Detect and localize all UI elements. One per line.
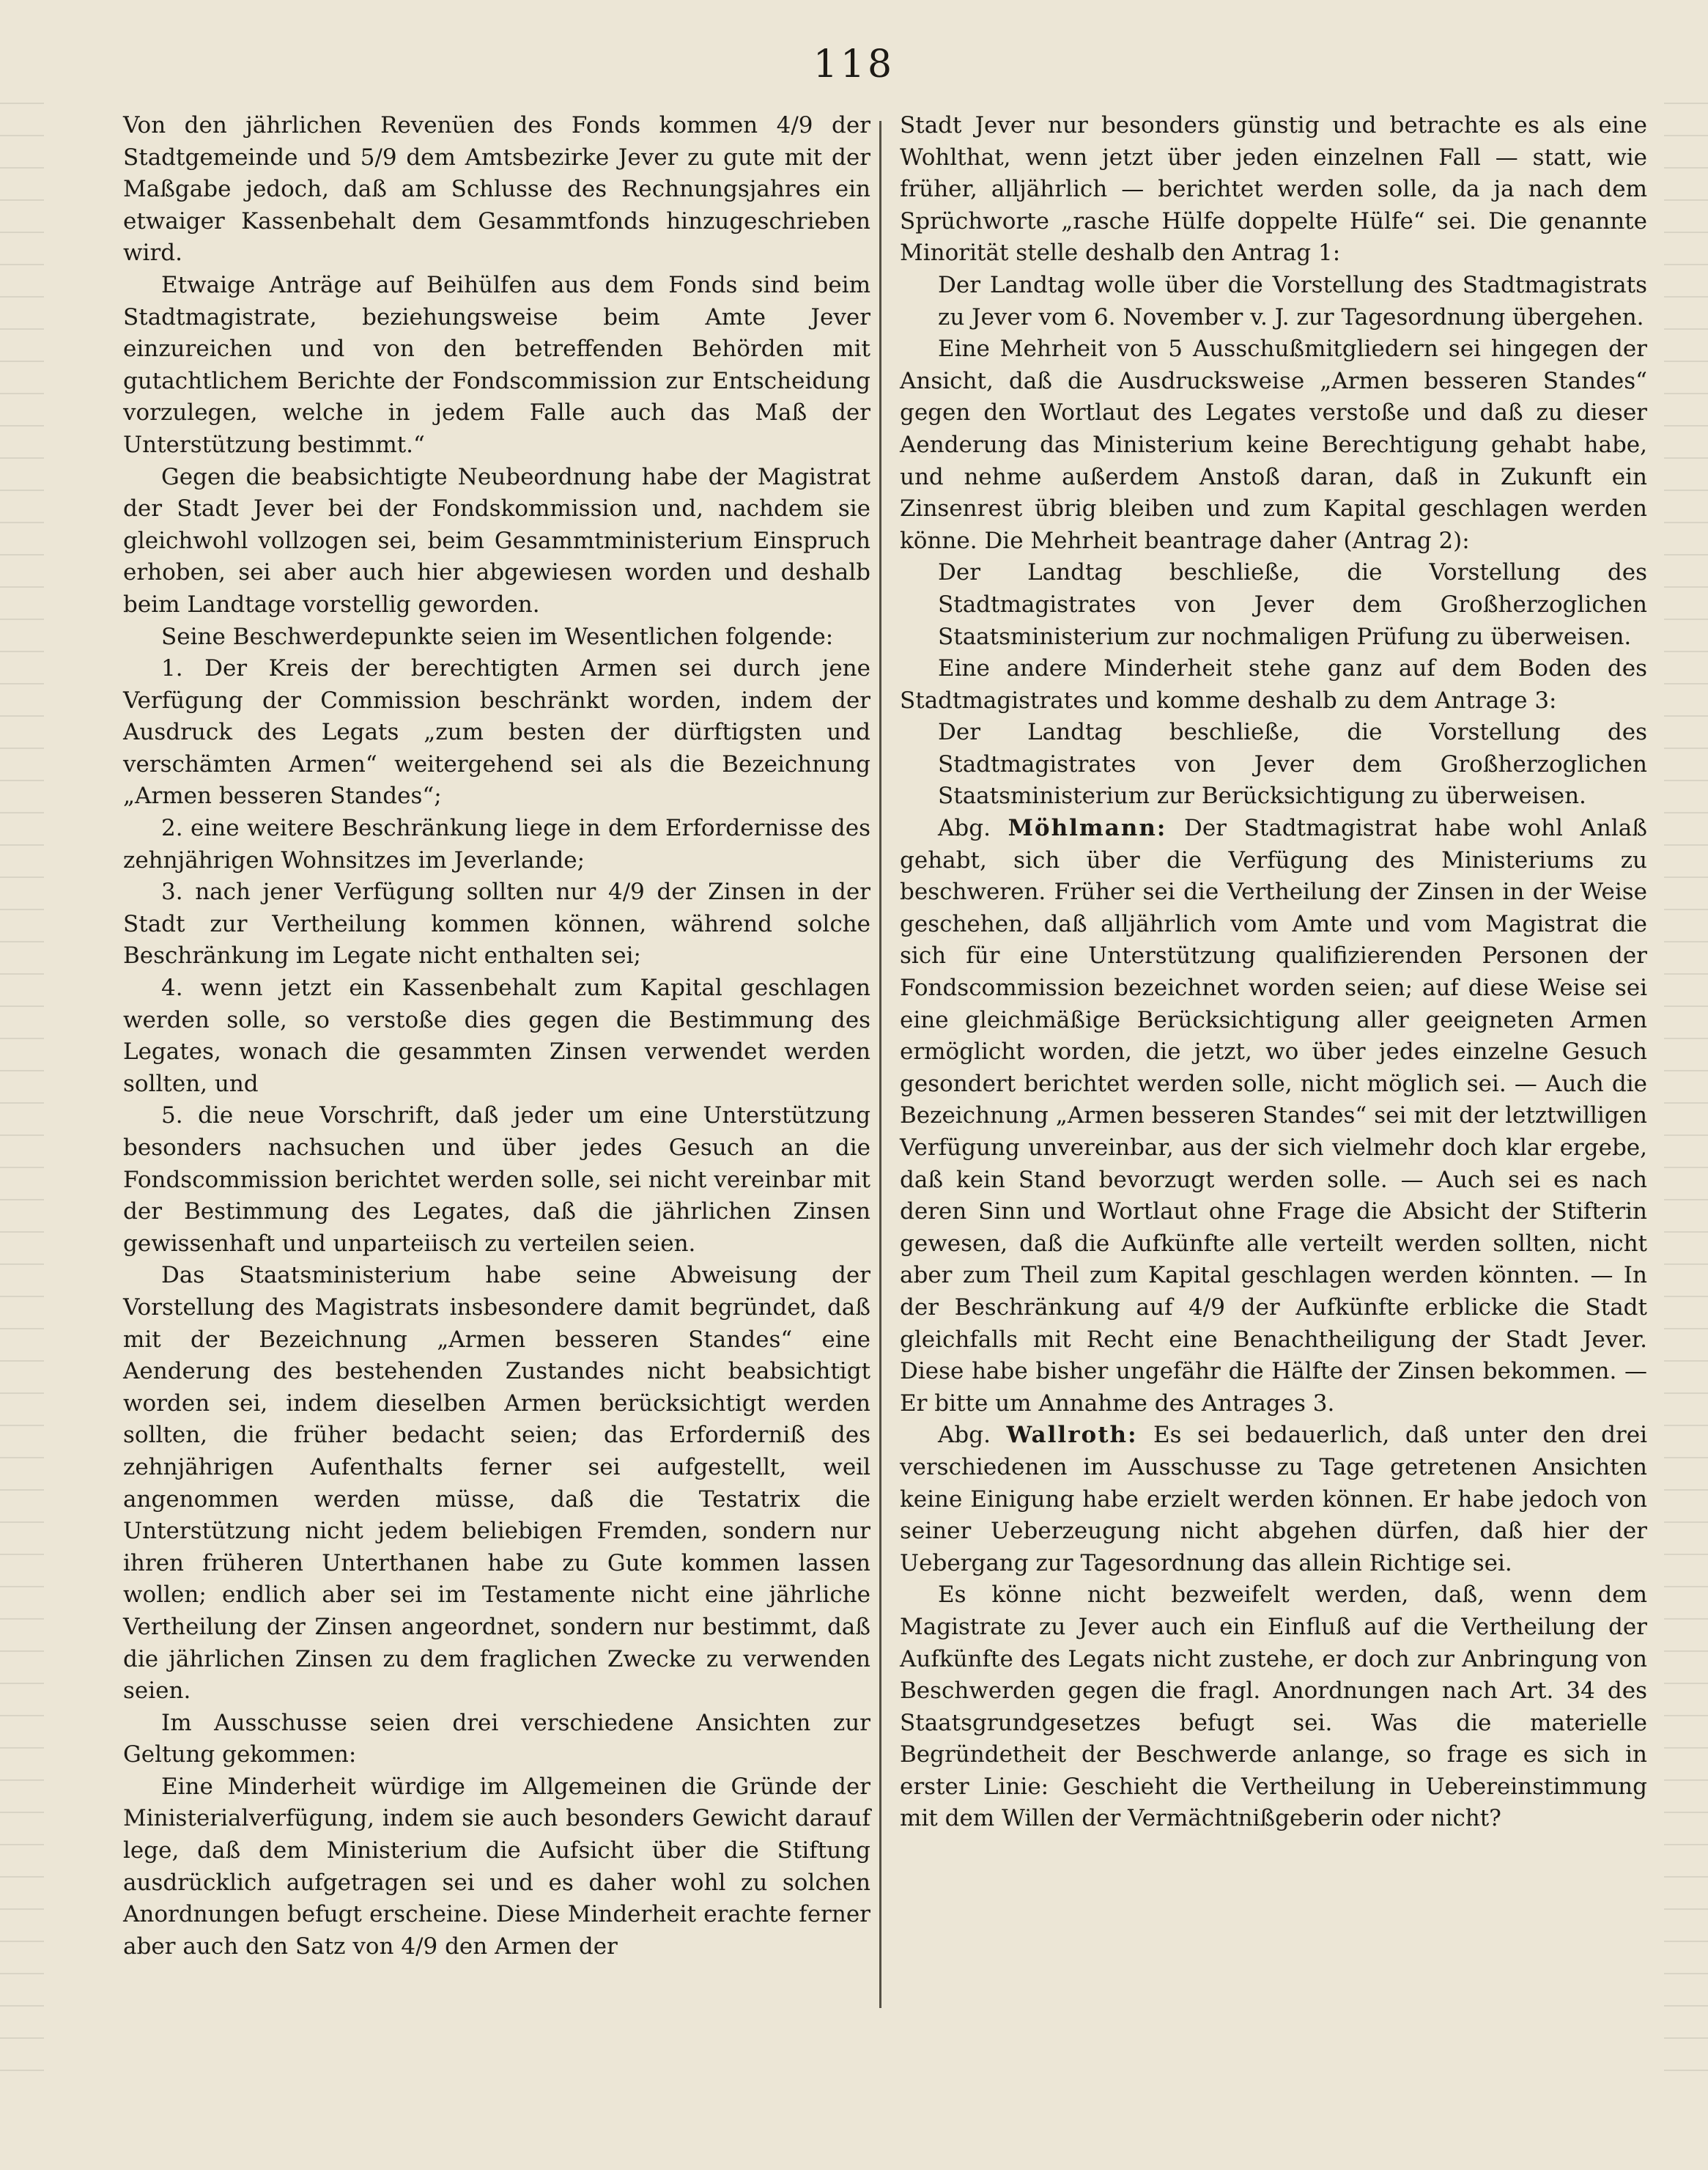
left-paragraph: 1. Der Kreis der berechtigten Armen sei durch jene Verfügung der Commission beschränkt worden, indem der Ausdruck des Legats „zum besten der dürftigsten und verschämten Armen“ weitergehend sei als die Bezeichnung „Armen besseren Standes“;: [123, 655, 870, 810]
left-paragraph: 3. nach jener Verfügung sollten nur 4/9 der Zinsen in der Stadt zur Vertheilung kommen können, während solche Beschränkung im Legate nicht enthalten sei;: [123, 879, 870, 970]
left-paragraph: Das Staatsministerium habe seine Abweisung der Vorstellung des Magistrats insbesondere damit begründet, daß mit der Bezeichnung „Armen besseren Standes“ eine Aenderung des bestehenden Zustandes nicht beabsichtigt worden sei, indem dieselben Armen berücksichtigt werden sollten, die früher bedacht seien; das Erforderniß des zehnjährigen Aufenthalts ferner sei aufgestellt, weil angenommen werden müsse, daß die Testatrix die Unterstützung nicht jedem beliebigen Fremden, sondern nur ihren früheren Unterthanen habe zu Gute kommen lassen wollen; endlich aber sei im Testamente nicht eine jährliche Vertheilung der Zinsen angeordnet, sondern nur bestimmt, daß die jährlichen Zinsen zu dem fraglichen Zwecke zu verwenden seien.: [123, 1262, 870, 1705]
left-paragraph: 2. eine weitere Beschränkung liege in dem Erfordernisse des zehnjährigen Wohnsitzes im Jeverlande;: [123, 815, 870, 874]
right-paragraph: Eine andere Minderheit stehe ganz auf dem Boden des Stadtmagistrates und komme deshalb zu dem Antrage 3:: [900, 655, 1647, 714]
bleed-through-left: [0, 103, 44, 2081]
right-paragraph: Eine Mehrheit von 5 Ausschußmitgliedern sei hingegen der Ansicht, daß die Ausdrucksweise „Armen besseren Standes“ gegen den Wortlaut des Legates verstoße und daß zu dieser Aenderung das Ministerium keine Berechtigung gehabt habe, und nehme außerdem Anstoß daran, daß in Zukunft ein Zinsenrest übrig bleiben und zum Kapital geschlagen werden könne. Die Mehrheit beantrage daher (Antrag 2):: [900, 336, 1647, 554]
left-paragraph: Eine Minderheit würdige im Allgemeinen die Gründe der Ministerialverfügung, indem sie auch besonders Gewicht darauf lege, daß dem Ministerium die Aufsicht über die Stiftung ausdrücklich aufgetragen sei und es daher wohl zu solchen Anordnungen befugt erscheine. Diese Minderheit erachte ferner aber auch den Satz von 4/9 den Armen der: [123, 1773, 870, 1960]
left-column: [123, 110, 870, 1963]
right-column: [900, 110, 1647, 1835]
left-paragraph: Seine Beschwerdepunkte seien im Wesentlichen folgende:: [161, 623, 834, 650]
speech-text: Der Stadtmagistrat habe wohl Anlaß gehabt, sich über die Verfügung des Ministeriums zu beschweren. Früher sei die Vertheilung der Zinsen in der Weise geschehen, daß alljährlich vom Amte und vom Magistrat die sich für eine Unterstützung qualifizierenden Personen der Fondscommission bezeichnet worden seien; auf diese Weise sei eine gleichmäßige Berücksichtigung aller geeigneten Armen ermöglicht worden, die jetzt, wo über jedes einzelne Gesuch gesondert berichtet werden solle, nicht möglich sei. — Auch die Bezeichnung „Armen besseren Standes“ sei mit der letztwilligen Verfügung unvereinbar, aus der sich vielmehr doch klar ergebe, daß kein Stand bevorzugt werden solle. — Auch sei es nach deren Sinn und Wortlaut ohne Frage die Absicht der Stifterin gewesen, daß die Aufkünfte alle verteilt werden sollten, nicht aber zum Theil zum Kapital geschlagen werden könnten. — In der Beschränkung auf 4/9 der Aufkünfte erblicke die Stadt gleichfalls mit Recht eine Benachtheiligung der Stadt Jever. Diese habe bisher ungefähr die Hälfte der Zinsen bekommen. — Er bitte um Annahme des Antrages 3.: [900, 815, 1647, 1417]
motion-quote: Der Landtag beschließe, die Vorstellung des Stadtmagistrates von Jever dem Großherzoglichen Staatsministerium zur Berücksichtigung zu überweisen.: [938, 719, 1647, 810]
left-paragraph: Etwaige Anträge auf Beihülfen aus dem Fonds sind beim Stadtmagistrate, beziehungsweise beim Amte Jever einzureichen und von den betreffenden Behörden mit gutachtlichem Berichte der Fondscommission zur Entscheidung vorzulegen, welche in jedem Falle auch das Maß der Unterstützung bestimmt.“: [123, 271, 870, 458]
speaker-prefix: Abg.: [938, 1422, 1007, 1449]
left-paragraph: 5. die neue Vorschrift, daß jeder um eine Unterstützung besonders nachsuchen und über jedes Gesuch an die Fondscommission berichtet werden solle, sei nicht vereinbar mit der Bestimmung des Legates, daß die jährlichen Zinsen gewissenhaft und unparteiisch zu verteilen seien.: [123, 1102, 870, 1257]
motion-quote: Der Landtag beschließe, die Vorstellung des Stadtmagistrates von Jever dem Großherzoglichen Staatsministerium zur nochmaligen Prüfung zu überweisen.: [938, 559, 1647, 650]
motion-quote: Der Landtag wolle über die Vorstellung des Stadtmagistrats zu Jever vom 6. November v. J. zur Tagesordnung übergehen.: [938, 271, 1647, 331]
column-divider: [879, 121, 881, 2008]
speech-paragraph: [900, 1420, 1647, 1579]
speech-paragraph: [900, 813, 1647, 1420]
right-paragraph: Stadt Jever nur besonders günstig und betrachte es als eine Wohlthat, wenn jetzt über jeden einzelnen Fall — statt, wie früher, alljährlich — berichtet werden solle, da ja nach dem Sprüchworte „rasche Hülfe doppelte Hülfe“ sei. Die genannte Minorität stelle deshalb den Antrag 1:: [900, 112, 1647, 267]
speaker-prefix: Abg.: [938, 815, 1008, 842]
left-paragraph: Von den jährlichen Revenüen des Fonds kommen 4/9 der Stadtgemeinde und 5/9 dem Amtsbezirke Jever zu gute mit der Maßgabe jedoch, daß am Schlusse des Rechnungsjahres ein etwaiger Kassenbehalt dem Gesammtfonds hinzugeschrieben wird.: [123, 112, 870, 267]
left-paragraph: 4. wenn jetzt ein Kassenbehalt zum Kapital geschlagen werden solle, so verstoße dies gegen die Bestimmung des Legates, wonach die gesammten Zinsen verwendet werden sollten, und: [123, 975, 870, 1097]
bleed-through-right: [1664, 103, 1708, 2081]
page-number: 118: [813, 43, 895, 86]
right-paragraph: Es könne nicht bezweifelt werden, daß, wenn dem Magistrate zu Jever auch ein Einfluß auf die Vertheilung der Aufkünfte des Legats nicht zustehe, er doch zur Anbringung von Beschwerden gegen die fragl. Anordnungen nach Art. 34 des Staatsgrundgesetzes befugt sei. Was die materielle Begründetheit der Beschwerde anlange, so frage es sich in erster Linie: Geschieht die Vertheilung in Uebereinstimmung mit dem Willen der Vermächtnißgeberin oder nicht?: [900, 1582, 1647, 1832]
speech-text: Es sei bedauerlich, daß unter den drei verschiedenen im Ausschusse zu Tage getretenen Ansichten keine Einigung habe erzielt werden können. Er habe jedoch von seiner Ueberzeugung nicht abgehen dürfen, daß hier der Uebergang zur Tagesordnung das allein Richtige sei.: [900, 1422, 1647, 1576]
left-paragraph: Gegen die beabsichtigte Neubeordnung habe der Magistrat der Stadt Jever bei der Fondskommission und, nachdem sie gleichwohl vollzogen sei, beim Gesammtministerium Einspruch erhoben, sei aber auch hier abgewiesen worden und deshalb beim Landtage vorstellig geworden.: [123, 463, 870, 618]
left-paragraph: Im Ausschusse seien drei verschiedene Ansichten zur Geltung gekommen:: [123, 1709, 870, 1768]
speaker-name: Wallroth:: [1006, 1422, 1138, 1449]
speaker-name: Möhlmann:: [1008, 815, 1167, 842]
